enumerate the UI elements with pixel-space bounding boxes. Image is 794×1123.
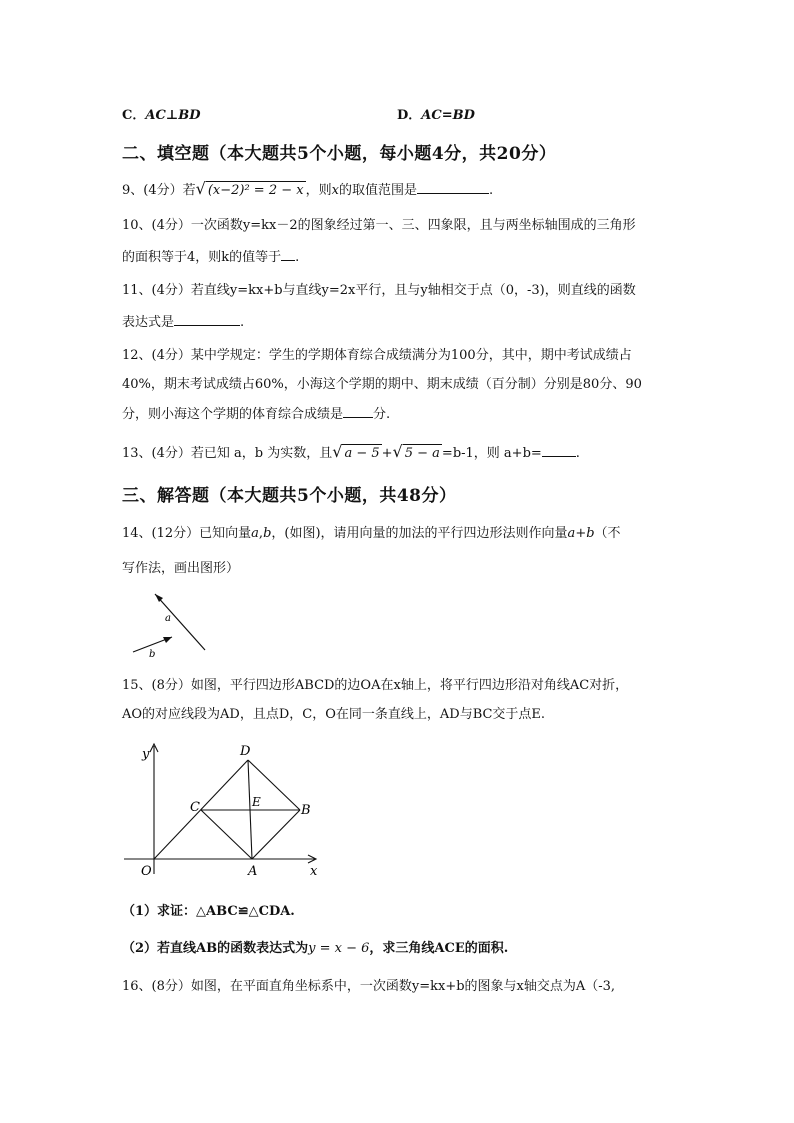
question-15-line2: AO的对应线段为AD，且点D，C，O在同一条直线上，AD与BC交于点E. <box>122 707 546 722</box>
q10-answer-blank[interactable] <box>281 248 295 261</box>
q14-sum-a: a <box>567 526 576 541</box>
q13-radical-1: a − 5 <box>344 446 380 461</box>
point-C-label: C <box>190 800 200 815</box>
q14-sum-b: b <box>586 526 595 541</box>
q13-plus: + <box>381 446 393 461</box>
q9-expr: (x−2)² = 2 − x <box>207 183 304 198</box>
q15-part2-a: （2）若直线AB的函数表达式为 <box>122 941 309 956</box>
question-11-line1: 11、(4分）若直线y=kx+b与直线y=2x平行，且与y轴相交于点（0，-3)，则直线的函数 <box>122 283 636 298</box>
option-c-text: AC⊥BD <box>145 108 201 123</box>
q14-text-c: （不 <box>594 526 621 541</box>
point-B-label: B <box>301 803 311 818</box>
q14-text-b: ，(如图)，请用向量的加法的平行四边形法则作向量 <box>271 526 568 541</box>
section2-heading: 二、填空题（本大题共5个小题，每小题4分，共20分） <box>122 144 557 164</box>
q15-part2-b: ，求三角线ACE的面积. <box>369 941 509 956</box>
point-D-label: D <box>240 744 251 759</box>
q10-line2-text: 的面积等于4，则k的值等于 <box>122 250 282 265</box>
question-10-line1: 10、(4分）一次函数y=kx－2的图象经过第一、三、四象限，且与两坐标轴围成的三角形 <box>122 218 636 233</box>
q11-line2-text: 表达式是 <box>122 315 175 330</box>
point-O-label: O <box>141 864 152 879</box>
line-BA <box>252 810 300 859</box>
q12-line3-text: 分，则小海这个学期的体育综合成绩是 <box>122 407 344 422</box>
q9-end: . <box>488 183 494 198</box>
q9-answer-blank[interactable] <box>417 181 489 194</box>
q10-end: . <box>295 250 300 265</box>
vector-a-line <box>155 594 205 650</box>
vector-figure <box>125 588 215 658</box>
question-14-line2: 写作法，画出图形） <box>122 561 240 576</box>
parallelogram-figure <box>118 738 330 880</box>
q14-text-a: 14、(12分）已知向量 <box>122 526 252 541</box>
question-12-line2: 40%，期末考试成绩占60%，小海这个学期的期中、期末成绩（百分制）分别是80分、90 <box>122 377 642 392</box>
y-axis-label: y <box>142 747 150 762</box>
q12-answer-blank[interactable] <box>343 405 373 418</box>
option-c <box>122 104 201 123</box>
q9-suffix: 的取值范围是 <box>338 183 417 198</box>
point-E-label: E <box>252 795 261 809</box>
question-14-line1 <box>122 525 621 543</box>
q13-suffix: =b-1，则 a+b= <box>441 446 542 461</box>
question-15-line1: 15、(8分）如图，平行四边形ABCD的边OA在x轴上，将平行四边形沿对角线AC对折， <box>122 678 629 693</box>
question-9 <box>122 180 493 200</box>
question-15-part1: （1）求证：△ABC≌△CDA. <box>122 904 295 919</box>
option-d-label: D． <box>397 108 422 123</box>
q13-prefix: 13、(4分）若已知 a，b 为实数，且 <box>122 446 333 461</box>
q11-answer-blank[interactable] <box>174 313 240 326</box>
q11-end: . <box>240 315 245 330</box>
question-12-line1: 12、(4分）某中学规定：学生的学期体育综合成绩满分为100分，其中，期中考试成绩占 <box>122 348 632 363</box>
q15-part2-expr: y = x − 6 <box>308 941 370 956</box>
q14-vector-a: a <box>251 526 259 541</box>
question-15-part2 <box>122 940 508 958</box>
q14-sum-plus: + <box>575 526 587 541</box>
option-d-text: AC=BD <box>421 108 475 123</box>
question-11-line2 <box>122 313 244 332</box>
question-12-line3 <box>122 405 390 424</box>
q13-radical-2: 5 − a <box>404 446 440 461</box>
q13-end: . <box>575 446 580 461</box>
point-A-label: A <box>248 864 258 879</box>
question-10-line2 <box>122 248 299 267</box>
vector-a-label: a <box>165 613 171 624</box>
q13-answer-blank[interactable] <box>542 444 576 457</box>
q12-end: 分. <box>373 407 391 422</box>
q14-comma: , <box>258 526 264 541</box>
vector-b-label: b <box>149 649 156 658</box>
line-CA <box>201 810 252 859</box>
x-axis-label: x <box>310 864 318 879</box>
section3-heading: 三、解答题（本大题共5个小题，共48分） <box>122 486 457 506</box>
sqrt-icon: √ <box>195 179 206 198</box>
question-13 <box>122 443 580 463</box>
option-c-label: C． <box>122 108 146 123</box>
question-16-line1: 16、(8分）如图，在平面直角坐标系中，一次函数y=kx+b的图象与x轴交点为A（-3, <box>122 979 616 994</box>
option-d <box>397 104 475 123</box>
sqrt-icon: √ <box>392 442 403 461</box>
q14-vector-b: b <box>263 526 272 541</box>
sqrt-icon: √ <box>332 442 343 461</box>
q9-mid: ，则 <box>305 183 332 198</box>
q9-prefix: 9、(4分）若 <box>122 183 196 198</box>
q9-var: x <box>331 183 339 198</box>
